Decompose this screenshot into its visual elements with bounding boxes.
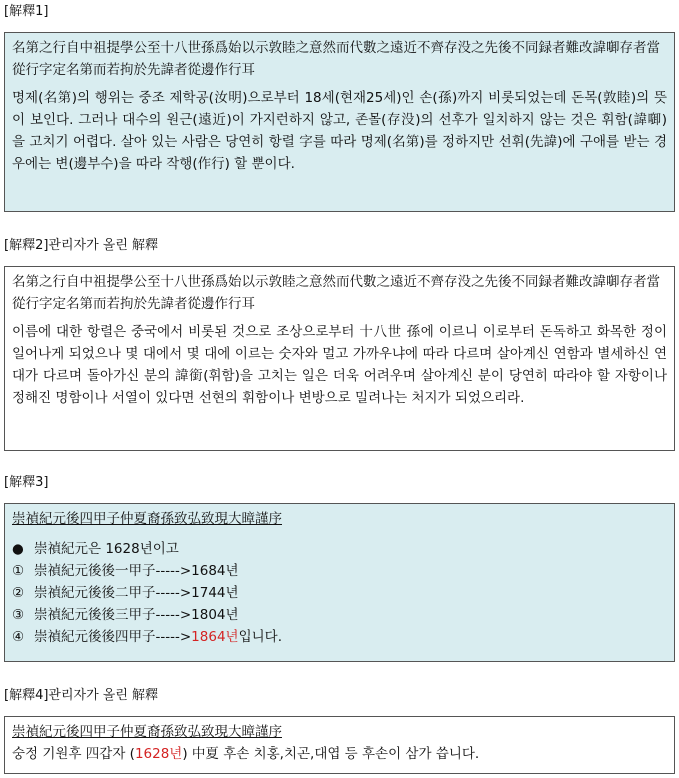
section4-translation-line bbox=[12, 743, 667, 765]
section3-item-marker: ② bbox=[12, 585, 25, 601]
section3-item-text: 崇禎紀元은 1628년이고 bbox=[34, 541, 179, 557]
section3-item bbox=[12, 604, 667, 626]
section3-item bbox=[12, 538, 667, 560]
section3-title: 崇禎紀元後四甲子仲夏裔孫致弘致現大暲謹序 bbox=[12, 511, 282, 527]
section3-item-marker: ③ bbox=[12, 607, 25, 623]
section3-item-marker: ● bbox=[12, 541, 24, 557]
section3-item-text: 崇禎紀元後後四甲子-----> bbox=[34, 629, 192, 645]
section4-box bbox=[4, 716, 675, 774]
section3-item-text: 崇禎紀元後後二甲子----->1744년 bbox=[34, 585, 239, 601]
section1-box bbox=[4, 32, 675, 212]
section4-line-highlight: 1628년 bbox=[134, 746, 183, 762]
section3-item bbox=[12, 626, 667, 648]
section3-item bbox=[12, 582, 667, 604]
section3-item-suffix: 입니다. bbox=[238, 629, 282, 645]
section1-original-text: 名第之行自中祖提學公至十八世孫爲始以示敦睦之意然而代數之遠近不齊存没之先後不同録者難改諱啣存者當從行字定名第而若拘於先諱者從邊作行耳 bbox=[12, 40, 660, 78]
section3-box bbox=[4, 503, 675, 662]
section2-box bbox=[4, 266, 675, 451]
section1-translation: 명제(名第)의 행위는 중조 제학공(汝明)으로부터 18세(현재25세)인 손(孫)까지 비롯되었는데 돈목(敦睦)의 뜻이 보인다. 그러나 대수의 원근(遠近)이 가지런하지 않고, 존몰(存没)의 선후가 일치하지 않는 것은 휘함(諱啣)을 고치기 어렵다. 살아 있는 사람은 당연히 항렬 字를 따라 명제(名第)를 정하지만 선휘(先諱)에 구애를 받는 경우에는 변(邊부수)을 따라 작행(作行) 할 뿐이다. bbox=[12, 90, 667, 172]
section3-item-highlight: 1864년 bbox=[191, 629, 239, 645]
section3-label: [解釋3] bbox=[4, 475, 49, 490]
section3-item-text: 崇禎紀元後後一甲子----->1684년 bbox=[34, 563, 239, 579]
section4-label: [解釋4]관리자가 올린 解釋 bbox=[4, 688, 159, 703]
section4-line-prefix: 숭정 기원후 四갑자 ( bbox=[12, 746, 135, 762]
section2-label: [解釋2]관리자가 올린 解釋 bbox=[4, 238, 159, 253]
section3-item-list bbox=[12, 538, 667, 648]
section3-item-text: 崇禎紀元後後三甲子----->1804년 bbox=[34, 607, 239, 623]
section4-title: 崇禎紀元後四甲子仲夏裔孫致弘致現大暲謹序 bbox=[12, 724, 282, 740]
section4-line-suffix: ) 中夏 후손 치홍,치곤,대엽 등 후손이 삼가 씁니다. bbox=[182, 746, 480, 762]
section3-item bbox=[12, 560, 667, 582]
section2-original-text: 名第之行自中祖提學公至十八世孫爲始以示敦睦之意然而代數之遠近不齊存没之先後不同録者難改諱啣存者當從行字定名第而若拘於先諱者從邊作行耳 bbox=[12, 274, 660, 312]
section1-label: [解釋1] bbox=[4, 4, 49, 19]
section3-item-marker: ④ bbox=[12, 629, 25, 645]
section3-item-marker: ① bbox=[12, 563, 25, 579]
section2-translation: 이름에 대한 항렬은 중국에서 비롯된 것으로 조상으로부터 十八世 孫에 이르니 이로부터 돈독하고 화목한 정이 일어나게 되었으나 몇 대에서 몇 대에 이르는 숫자와 멀고 가까우냐에 따라 다르며 살아계신 연함과 별세하신 연대가 다르며 돌아가신 분의 諱銜(휘함)을 고치는 일은 더욱 어려우며 살아계신 분이 당연히 따라야 할 자항이나 정해진 명함이나 서열이 있다면 선현의 휘함이나 변방으로 밀려나는 처지가 되었으리라. bbox=[12, 324, 667, 406]
